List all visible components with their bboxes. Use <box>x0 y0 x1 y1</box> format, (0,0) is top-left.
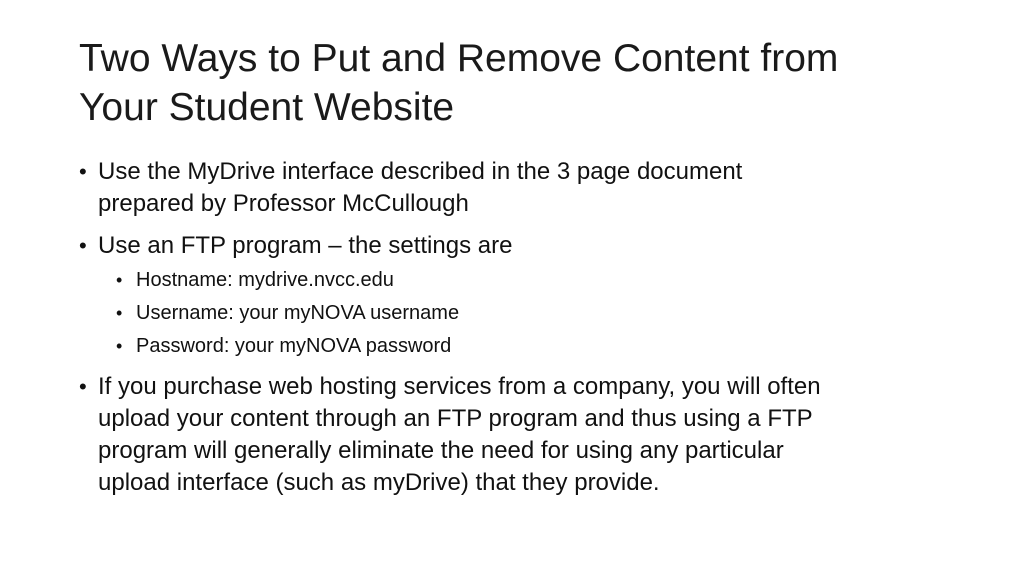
sub-bullet-text: Username: your myNOVA username <box>136 302 460 324</box>
sub-bullet-password <box>79 330 959 363</box>
ftp-settings-list <box>79 264 959 363</box>
bullet-icon: • <box>79 374 87 399</box>
bullet-text-line: upload interface (such as myDrive) that they provide. <box>98 469 660 496</box>
bullet-item-mydrive <box>79 156 959 220</box>
sub-bullet-username <box>79 297 959 330</box>
bullet-list <box>79 156 959 509</box>
bullet-text-line: upload your content through an FTP program and thus using a FTP <box>98 405 813 432</box>
bullet-text-line: If you purchase web hosting services from a company, you will often <box>98 373 821 400</box>
slide-title-line-2: Your Student Website <box>79 86 455 129</box>
sub-bullet-text: Password: your myNOVA password <box>136 335 452 357</box>
sub-bullet-text: Hostname: mydrive.nvcc.edu <box>136 269 394 291</box>
bullet-icon: • <box>116 336 123 356</box>
bullet-text-line: Use an FTP program – the settings are <box>98 232 513 259</box>
bullet-item-ftp <box>79 230 959 262</box>
bullet-icon: • <box>79 159 87 184</box>
slide-title <box>79 34 959 132</box>
bullet-text-line: prepared by Professor McCullough <box>98 190 469 217</box>
bullet-icon: • <box>79 233 87 258</box>
bullet-icon: • <box>116 303 123 323</box>
bullet-item-web-hosting <box>79 371 959 499</box>
bullet-icon: • <box>116 270 123 290</box>
bullet-text-line: program will generally eliminate the need for using any particular <box>98 437 784 464</box>
sub-bullet-hostname <box>79 264 959 297</box>
slide-title-line-1: Two Ways to Put and Remove Content from <box>79 37 839 80</box>
bullet-text-line: Use the MyDrive interface described in the 3 page document <box>98 158 743 185</box>
